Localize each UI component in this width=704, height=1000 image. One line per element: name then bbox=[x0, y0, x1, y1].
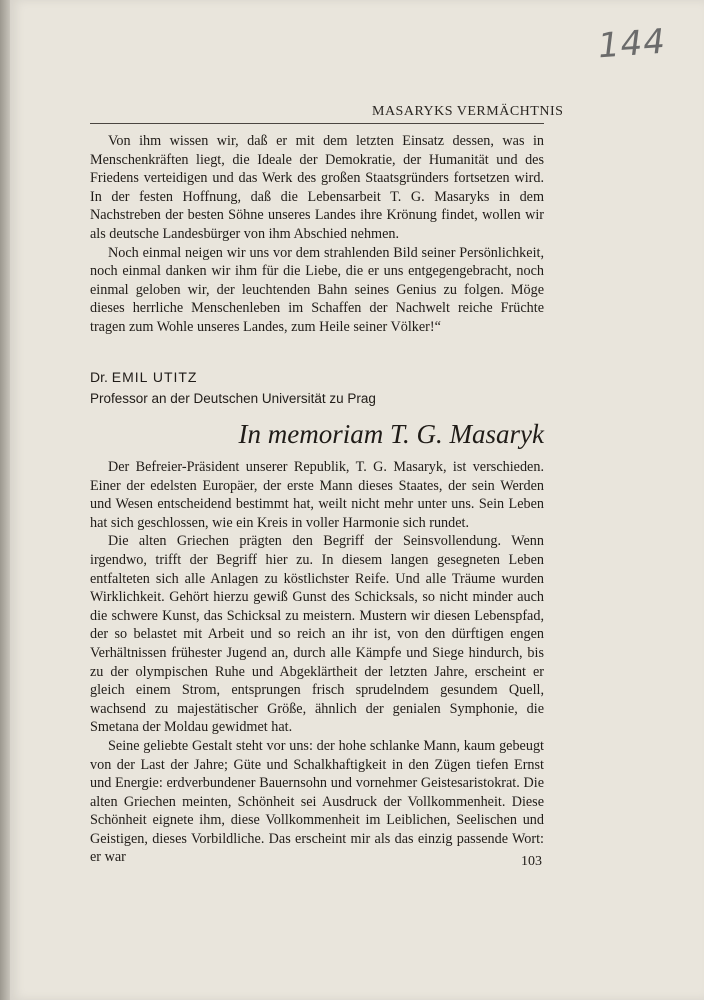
author-line bbox=[90, 369, 197, 385]
paragraph: Seine geliebte Gestalt steht vor uns: der hohe schlanke Mann, kaum gebeugt von der Last der Jahre; Güte und Schalkhaftigkeit in den Zügen tiefen Ernst und Energie: erdverbundener Bauernsohn und vornehmer Geistesaristokrat. Die alten Griechen meinten, Schönheit sei Ausdruck der Vollkommenheit. Diese Schönheit eignete ihm, diese Vollkommenheit im Leiblichen, Seelischen und Geistigen, dieses Vorbildliche. Das erscheint mir als das einzig passende Wort: er war bbox=[90, 737, 544, 866]
article-title: In memoriam T. G. Masaryk bbox=[238, 419, 544, 449]
continued-text bbox=[90, 132, 544, 337]
paragraph: Von ihm wissen wir, daß er mit dem letzten Einsatz dessen, was in Menschenkräften liegt, die Ideale der Demokratie, der Humanität und des Friedens verteidigen und das Werk des großen Staatsgründers fortsetzen wird. In der festen Hoffnung, daß die Lebensarbeit T. G. Masaryks in dem Nachstreben der besten Söhne unseres Landes ihre Krönung findet, wollen wir als deutsche Landesbürger von ihm Abschied nehmen. bbox=[90, 133, 544, 242]
paragraph: Die alten Griechen prägten den Begriff der Seinsvollendung. Wenn irgendwo, trifft der Begriff hier zu. In diesem langen gesegneten Leben entfalteten sich alle Anlagen zu köstlichster Reife. Und alle Träume wurden Wirklichkeit. Gehört hierzu gewiß Gunst des Schicksals, so nicht minder auch die schwere Kunst, das Schicksal zu meistern. Mustern wir diesen Lebenspfad, der so belastet mit Arbeit und so reich an ihr ist, von den dürftigen engen Verhältnissen frühester Jugend an, durch alle Kämpfe und Siege hindurch, bis zu der olympischen Ruhe und Abgeklärtheit der letzten Jahre, erscheint er gleich einem Strom, entsprungen frisch sprudelndem gesundem Quell, wachsend zu majestätischer Größe, ähnlich der genialen Symphonie, die Smetana der Moldau gewidmet hat. bbox=[90, 533, 544, 736]
author-prefix: Dr. bbox=[90, 369, 108, 385]
paragraph: Der Befreier-Präsident unserer Republik, T. G. Masaryk, ist verschieden. Einer der edelsten Europäer, der erste Mann dieses Staates, der sein Werden und Wesen entscheidend bestimmt hat, weilt nicht mehr unter uns. Sein Leben hat sich geschlossen, wie ein Kreis in voller Harmonie sich rundet. bbox=[90, 459, 544, 531]
author-name: EMIL UTITZ bbox=[111, 369, 198, 385]
book-spine-edge bbox=[0, 0, 10, 1000]
header-rule bbox=[90, 123, 544, 124]
article-text bbox=[90, 458, 544, 867]
author-affiliation: Professor an der Deutschen Universität zu Prag bbox=[90, 391, 376, 406]
page-number: 103 bbox=[521, 854, 542, 869]
handwritten-page-number: 144 bbox=[596, 21, 668, 67]
running-head: MASARYKS VERMÄCHTNIS bbox=[372, 104, 564, 119]
paragraph: Noch einmal neigen wir uns vor dem strahlenden Bild seiner Persönlichkeit, noch einmal danken wir ihm für die Liebe, die er uns entgegengebracht, noch einmal geloben wir, der leuchtenden Bahn seines Genius zu folgen. Möge dieses herrliche Menschenleben im Schaffen der Nachwelt reiche Früchte tragen zum Wohle unseres Landes, zum Heile seiner Völker!“ bbox=[90, 244, 544, 335]
